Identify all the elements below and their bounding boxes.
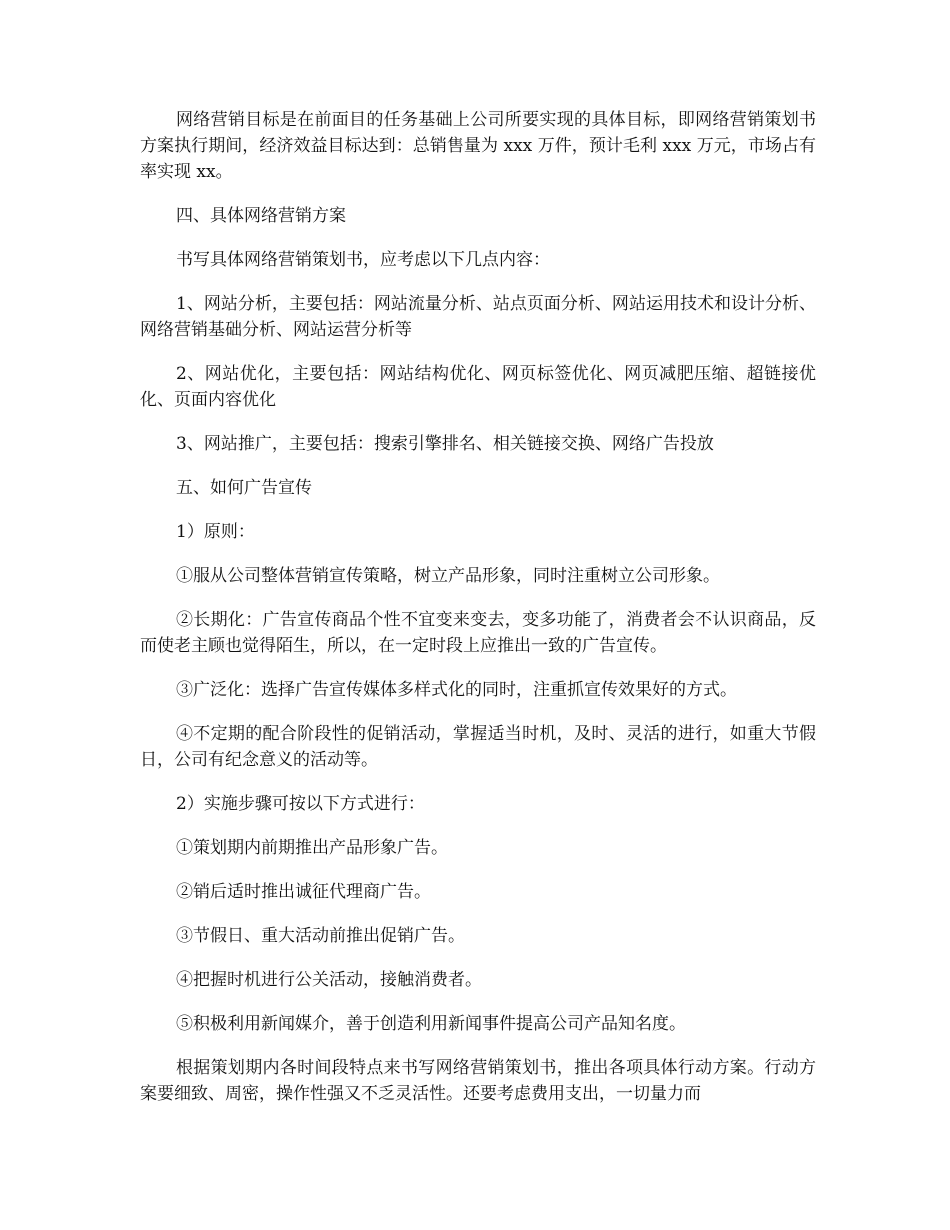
document-page (140, 107, 816, 1125)
step-item-5: ⑤积极利用新闻媒介，善于创造利用新闻事件提高公司产品知名度。 (176, 1014, 686, 1034)
paragraph-plan-intro: 书写具体网络营销策划书，应考虑以下几点内容： (176, 250, 550, 270)
heading-specific-plan: 四、具体网络营销方案 (176, 206, 346, 226)
paragraph-action-plan: 根据策划期内各时间段特点来书写网络营销策划书，推出各项具体行动方案。行动方案要细致、周密，操作性强又不乏灵活性。还要考虑费用支出，一切量力而 (140, 1058, 816, 1104)
paragraph-marketing-goal: 网络营销目标是在前面目的任务基础上公司所要实现的具体目标，即网络营销策划书方案执行期间，经济效益目标达到：总销售量为 xxx 万件，预计毛利 xxx 万元，市场占有率实现 xx。 (140, 110, 816, 182)
step-item-2: ②销后适时推出诚征代理商广告。 (176, 882, 431, 902)
step-item-4: ④把握时机进行公关活动，接触消费者。 (176, 970, 482, 990)
list-item-site-optimization: 2、网站优化，主要包括：网站结构优化、网页标签优化、网页减肥压缩、超链接优化、页面内容优化 (140, 364, 816, 410)
principle-item-1: ①服从公司整体营销宣传策略，树立产品形象，同时注重树立公司形象。 (176, 566, 720, 586)
subheading-principles: 1）原则： (176, 522, 255, 542)
subheading-steps: 2）实施步骤可按以下方式进行： (176, 794, 425, 814)
list-item-site-analysis: 1、网站分析，主要包括：网站流量分析、站点页面分析、网站运用技术和设计分析、网络营销基础分析、网站运营分析等 (140, 294, 816, 340)
step-item-3: ③节假日、重大活动前推出促销广告。 (176, 926, 465, 946)
principle-item-3: ③广泛化：选择广告宣传媒体多样式化的同时，注重抓宣传效果好的方式。 (176, 680, 737, 700)
heading-advertising: 五、如何广告宣传 (176, 478, 312, 498)
list-item-site-promotion: 3、网站推广，主要包括：搜索引擎排名、相关链接交换、网络广告投放 (176, 434, 714, 454)
principle-item-4: ④不定期的配合阶段性的促销活动，掌握适当时机，及时、灵活的进行，如重大节假日，公司有纪念意义的活动等。 (140, 724, 816, 770)
step-item-1: ①策划期内前期推出产品形象广告。 (176, 838, 448, 858)
principle-item-2: ②长期化：广告宣传商品个性不宜变来变去，变多功能了，消费者会不认识商品，反而使老主顾也觉得陌生，所以，在一定时段上应推出一致的广告宣传。 (140, 610, 816, 656)
